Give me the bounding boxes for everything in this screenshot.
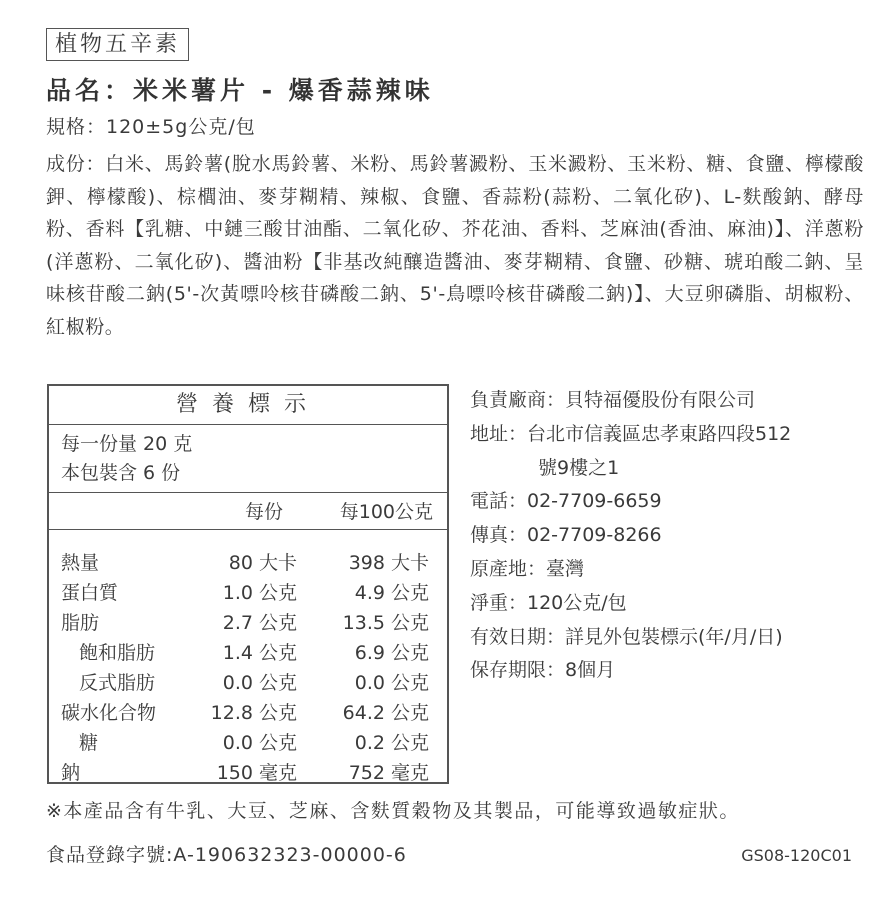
nutrient-per-serving: 1.4 公克 [222,642,297,664]
nutrition-row [49,698,447,728]
product-code: GS08-120C01 [741,846,852,865]
nutrient-per-serving: 2.7 公克 [222,612,297,634]
nutrient-per-serving: 150 毫克 [216,762,297,784]
nutrient-per-100g: 13.5 公克 [342,612,429,634]
nutrient-per-100g: 4.9 公克 [354,582,429,604]
product-spec: 規格：120±5g公克/包 [46,116,256,138]
nutrition-panel [47,384,449,784]
address-line-1: 地址：台北市信義區忠孝東路四段512 [470,422,792,445]
nutrient-label: 蛋白質 [61,582,119,604]
nutrition-row [49,548,447,578]
nutrition-column-header [49,493,447,530]
nutrition-row [49,728,447,758]
nutrient-label: 飽和脂肪 [79,642,156,664]
nutrition-row [49,668,447,698]
ingredients-text: 成份：白米、馬鈴薯(脫水馬鈴薯、米粉、馬鈴薯澱粉、玉米澱粉、玉米粉、糖、食鹽、檸檬酸鉀、檸檬酸)、棕櫚油、麥芽糊精、辣椒、食鹽、香蒜粉(蒜粉、二氧化矽)、L-麩酸鈉、酵母粉、香料【乳糖、中鏈三酸甘油酯、二氧化矽、芥花油、香料、芝麻油(香油、麻油)】、洋蔥粉(洋蔥粉、二氧化矽)、醬油粉【非基改純釀造醬油、麥芽糊精、食鹽、砂糖、琥珀酸二鈉、呈味核苷酸二鈉(5'-次黃嘌呤核苷磷酸二鈉、5'-鳥嘌呤核苷磷酸二鈉)】、大豆卵磷脂、胡椒粉、紅椒粉。 [46,153,864,338]
nutrient-per-serving: 0.0 公克 [222,672,297,694]
nutrient-per-100g: 398 大卡 [348,552,429,574]
origin: 原產地：臺灣 [470,557,585,580]
registration-number: 食品登錄字號:A-190632323-00000-6 [46,844,407,866]
col-per-serving: 每份 [244,501,283,523]
nutrient-per-100g: 64.2 公克 [342,702,429,724]
nutrition-row [49,608,447,638]
nutrition-row [49,758,447,788]
vegetarian-badge: 植物五辛素 [46,28,189,61]
nutrition-row [49,578,447,608]
nutrient-per-100g: 0.2 公克 [354,732,429,754]
col-per-100g: 每100公克 [339,501,433,523]
nutrient-per-100g: 6.9 公克 [354,642,429,664]
nutrient-label: 脂肪 [61,612,100,634]
fax: 傳真：02-7709-8266 [470,524,662,547]
serving-size: 每一份量 20 克 [61,433,193,455]
nutrient-per-100g: 0.0 公克 [354,672,429,694]
phone: 電話：02-7709-6659 [470,490,662,513]
nutrient-label: 反式脂肪 [79,672,156,694]
nutrient-per-serving: 1.0 公克 [222,582,297,604]
product-title: 品名：米米薯片 - 爆香蒜辣味 [46,76,434,105]
net-weight: 淨重：120公克/包 [470,591,627,614]
shelf-life: 保存期限：8個月 [470,659,616,682]
nutrient-per-100g: 752 毫克 [348,762,429,784]
expiry-date: 有效日期：詳見外包裝標示(年/月/日) [470,625,783,648]
nutrient-label: 碳水化合物 [61,702,157,724]
nutrient-label: 熱量 [61,552,100,574]
nutrition-header: 營養標示 [49,386,447,425]
allergy-warning: ※本產品含有牛乳、大豆、芝麻、含麩質穀物及其製品，可能導致過敏症狀。 [46,800,740,822]
nutrient-per-serving: 0.0 公克 [222,732,297,754]
nutrient-label: 鈉 [61,762,81,784]
manufacturer: 負責廠商：貝特福優股份有限公司 [470,389,756,411]
nutrient-label: 糖 [79,732,99,754]
nutrient-per-serving: 80 大卡 [228,552,297,574]
servings-per-package: 本包裝含 6 份 [61,462,181,484]
address-line-2: 號9樓之1 [538,456,620,479]
serving-info [49,425,447,493]
nutrient-per-serving: 12.8 公克 [210,702,297,724]
nutrition-row [49,638,447,668]
company-info [470,384,870,688]
nutrition-rows [49,530,447,788]
